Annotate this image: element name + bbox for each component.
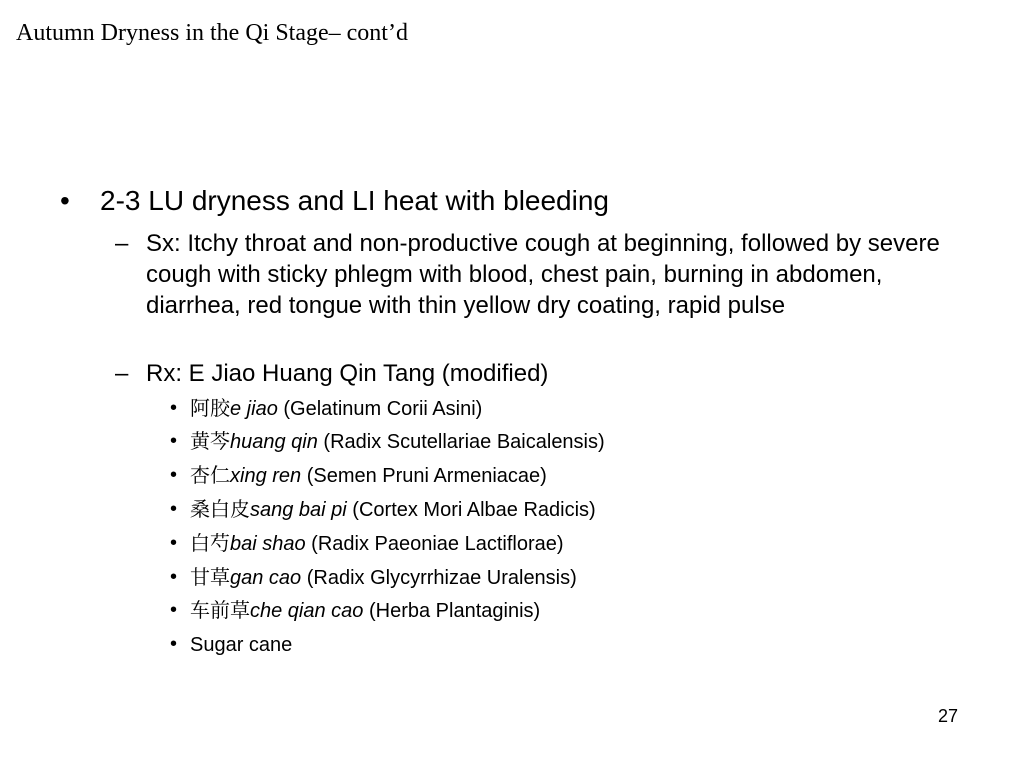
- herb-chinese-name: 桑白皮: [190, 497, 250, 521]
- herb-chinese-name: 甘草: [190, 565, 230, 589]
- bullet-marker: •: [170, 430, 178, 452]
- bullet-marker: •: [170, 397, 178, 419]
- dash-marker: –: [115, 360, 129, 387]
- herb-pinyin-name: gan cao: [230, 567, 302, 589]
- symptoms-text: Sx: Itchy throat and non-productive cough at beginning, followed by severe cough with sticky phlegm with blood, chest pain, burning in abdomen, diarrhea, red tongue with thin yellow dry coating, rapid pulse: [146, 230, 940, 319]
- herb-latin-name: (Semen Pruni Armeniacae): [301, 465, 547, 487]
- bullet-marker: •: [60, 185, 70, 216]
- dash-marker: –: [115, 230, 129, 257]
- herb-latin-name: (Radix Paeoniae Lactiflorae): [305, 533, 564, 555]
- herb-chinese-name: 车前草: [190, 598, 250, 622]
- herb-entry: [190, 494, 596, 525]
- herb-pinyin-name: che qian cao: [250, 600, 364, 622]
- herb-latin-name: (Herba Plantaginis): [363, 600, 541, 622]
- herb-latin-name: Sugar cane: [190, 634, 293, 656]
- herb-entry: [190, 426, 605, 457]
- herb-entry: [190, 528, 564, 559]
- herb-latin-name: (Cortex Mori Albae Radicis): [346, 499, 596, 521]
- bullet-marker: •: [170, 498, 178, 520]
- herb-latin-name: (Gelatinum Corii Asini): [277, 398, 483, 420]
- herb-entry: [190, 562, 577, 593]
- prescription-text: Rx: E Jiao Huang Qin Tang (modified): [146, 360, 549, 387]
- herb-entry: [190, 595, 540, 626]
- bullet-marker: •: [170, 599, 178, 621]
- page-number: 27: [938, 706, 959, 726]
- herb-latin-name: (Radix Glycyrrhizae Uralensis): [301, 567, 577, 589]
- slide-title: Autumn Dryness in the Qi Stage– cont’d: [16, 20, 408, 46]
- herb-entry: [190, 460, 547, 491]
- herb-pinyin-name: xing ren: [230, 465, 302, 487]
- herb-pinyin-name: bai shao: [230, 533, 306, 555]
- herb-chinese-name: 黄芩: [190, 429, 230, 453]
- bullet-marker: •: [170, 566, 178, 588]
- herb-pinyin-name: huang qin: [230, 431, 318, 453]
- herb-entry: [190, 393, 482, 424]
- herb-chinese-name: 白芍: [190, 531, 230, 555]
- herb-chinese-name: 阿胶: [190, 396, 230, 420]
- main-bullet-text: 2-3 LU dryness and LI heat with bleeding: [100, 185, 609, 216]
- herb-latin-name: (Radix Scutellariae Baicalensis): [317, 431, 605, 453]
- herb-pinyin-name: sang bai pi: [250, 499, 347, 521]
- herb-pinyin-name: e jiao: [230, 398, 278, 420]
- herb-entry: [190, 629, 292, 660]
- bullet-marker: •: [170, 464, 178, 486]
- bullet-marker: •: [170, 633, 178, 655]
- bullet-marker: •: [170, 532, 178, 554]
- herb-chinese-name: 杏仁: [190, 463, 230, 487]
